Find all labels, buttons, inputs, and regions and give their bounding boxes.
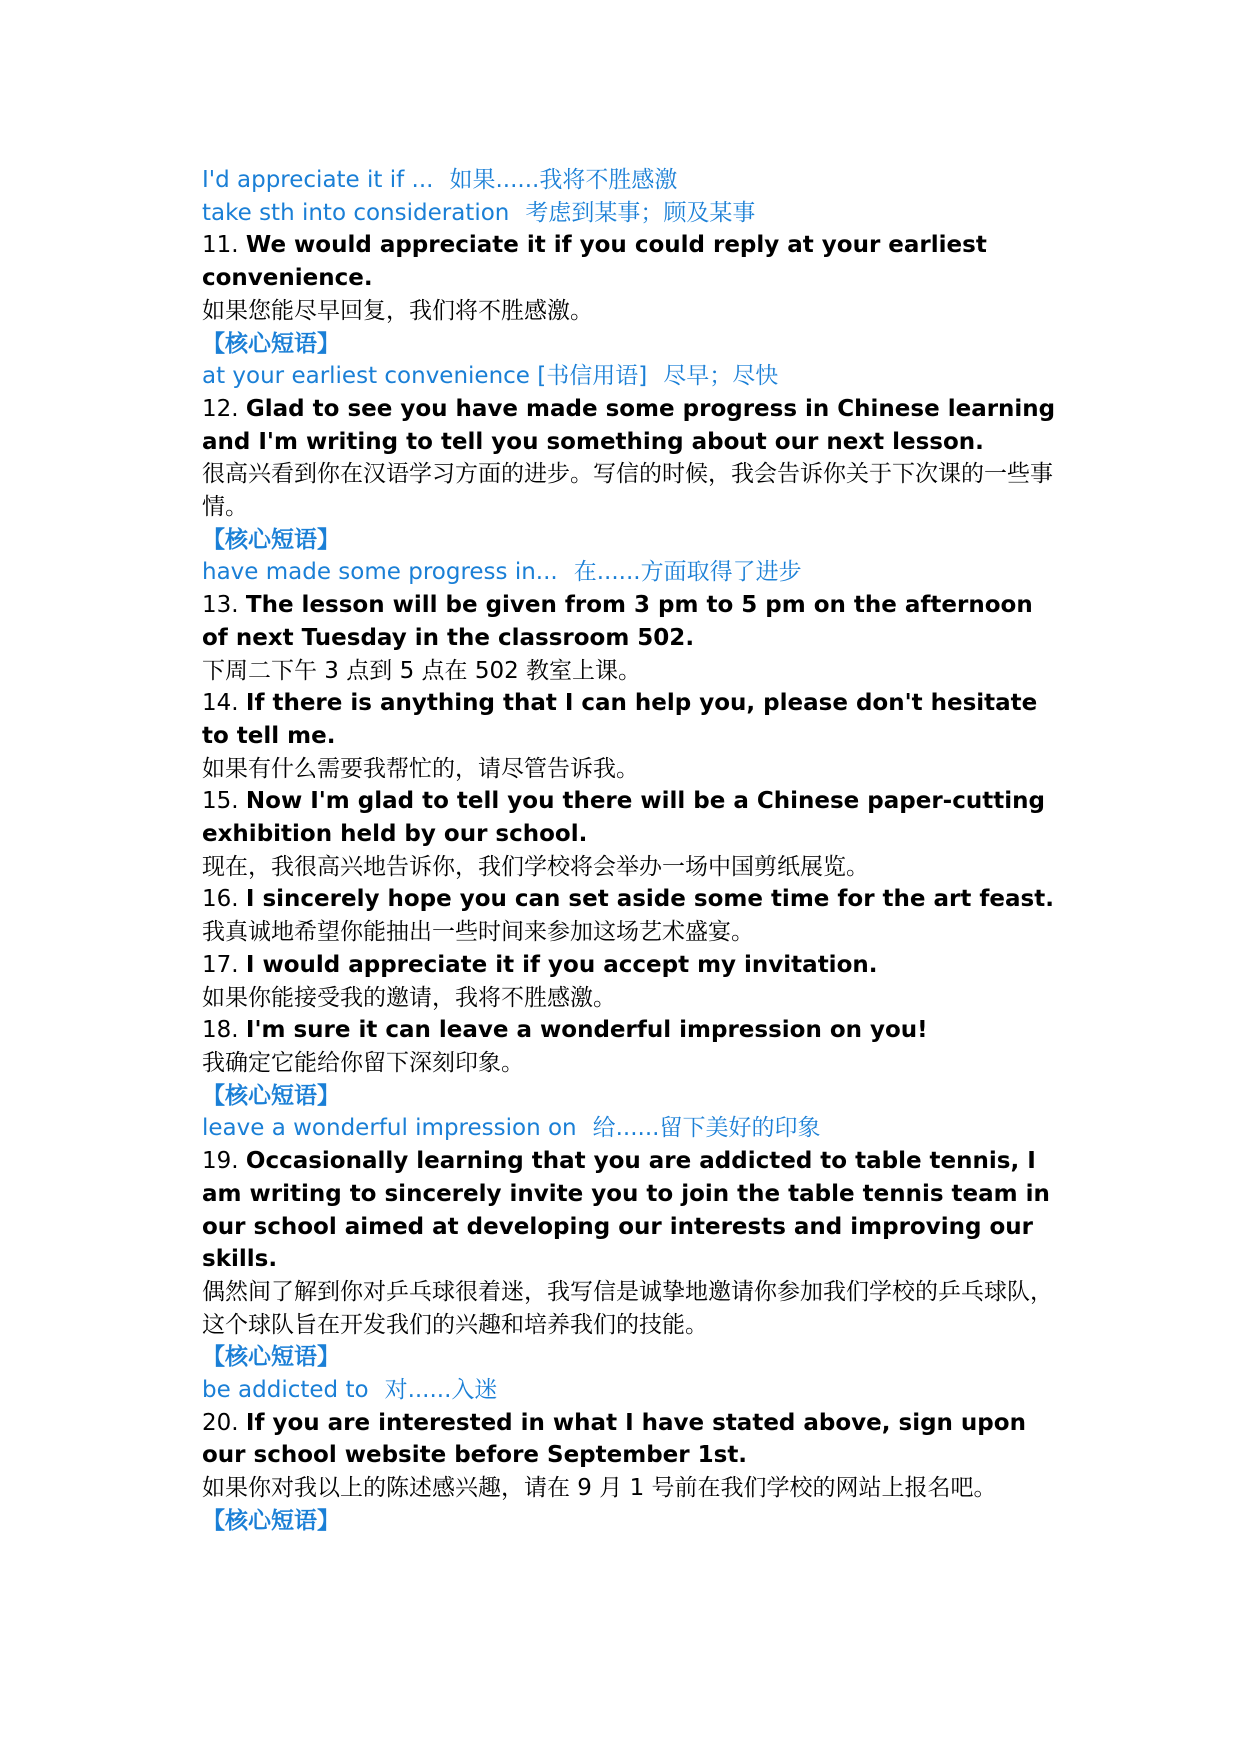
sentence-block — [202, 785, 1062, 883]
sentence-text: I sincerely hope you can set aside some time for the art feast. — [245, 886, 1054, 913]
sentence-block — [202, 949, 1062, 1014]
sentence-block — [202, 229, 1062, 327]
sentence-english — [202, 589, 1062, 654]
sentence-english — [202, 229, 1062, 294]
phrase-line — [202, 1374, 1062, 1407]
sentence-english — [202, 687, 1062, 752]
phrase-line — [202, 197, 1062, 230]
sentence-english — [202, 883, 1062, 916]
phrase-english: take sth into consideration — [202, 199, 510, 226]
sentence-number: 19. — [202, 1148, 239, 1175]
sentence-block — [202, 589, 1062, 687]
phrase-english: at your earliest convenience [书信用语] — [202, 363, 648, 390]
sentence-number: 17. — [202, 951, 239, 978]
phrase-english: have made some progress in... — [202, 559, 558, 586]
sentence-number: 18. — [202, 1017, 239, 1044]
sentence-english — [202, 1145, 1062, 1276]
sentence-block — [202, 687, 1062, 785]
phrase-english: be addicted to — [202, 1377, 369, 1404]
sentence-number: 20. — [202, 1409, 239, 1436]
sentence-english — [202, 785, 1062, 850]
sentence-text: If there is anything that I can help you, please don't hesitate to tell me. — [202, 690, 1038, 749]
sentence-block — [202, 1145, 1062, 1341]
phrase-heading: 【核心短语】 — [202, 1082, 340, 1109]
phrase-chinese: 对......入迷 — [384, 1377, 498, 1404]
sentence-block — [202, 393, 1062, 524]
sentence-chinese: 很高兴看到你在汉语学习方面的进步。写信的时候，我会告诉你关于下次课的一些事情。 — [202, 461, 1053, 521]
sentence-text: I would appreciate it if you accept my invitation. — [245, 951, 878, 978]
sentence-english — [202, 1407, 1062, 1472]
sentence-english — [202, 393, 1062, 458]
sentence-chinese: 如果你能接受我的邀请，我将不胜感激。 — [202, 984, 616, 1011]
sentence-text: We would appreciate it if you could reply at your earliest convenience. — [202, 232, 987, 292]
phrase-line — [202, 1112, 1062, 1145]
phrase-heading: 【核心短语】 — [202, 330, 340, 357]
sentence-english — [202, 949, 1062, 982]
sentence-chinese: 偶然间了解到你对乒乓球很着迷，我写信是诚挚地邀请你参加我们学校的乒乓球队，这个球队旨在开发我们的兴趣和培养我们的技能。 — [202, 1278, 1053, 1338]
document-body — [202, 164, 1062, 1538]
phrase-chinese: 尽早；尽快 — [663, 363, 779, 390]
phrase-heading: 【核心短语】 — [202, 1507, 340, 1534]
sentence-english — [202, 1014, 1062, 1047]
sentence-number: 14. — [202, 690, 239, 717]
sentence-block — [202, 1014, 1062, 1079]
sentence-number: 12. — [202, 395, 239, 422]
sentence-text: I'm sure it can leave a wonderful impression on you! — [245, 1017, 928, 1044]
sentence-chinese: 如果你对我以上的陈述感兴趣，请在 9 月 1 号前在我们学校的网站上报名吧。 — [202, 1475, 997, 1502]
sentence-text: Glad to see you have made some progress in Chinese learning and I'm writing to tell you something about our next lesson. — [202, 395, 1056, 455]
sentence-chinese: 如果有什么需要我帮忙的，请尽管告诉我。 — [202, 755, 639, 782]
sentence-number: 13. — [202, 592, 239, 619]
document-page — [202, 164, 1062, 1538]
phrase-english: I'd appreciate it if ... — [202, 167, 434, 193]
sentence-block — [202, 1407, 1062, 1505]
sentence-text: If you are interested in what I have stated above, sign upon our school website before September 1st. — [202, 1409, 1026, 1469]
phrase-chinese: 给......留下美好的印象 — [592, 1115, 821, 1142]
phrase-chinese: 如果......我将不胜感激 — [449, 167, 678, 193]
sentence-text: Occasionally learning that you are addicted to table tennis, I am writing to sincerely invite you to join the table tennis team in our school aimed at developing our interests and improving our skills. — [202, 1148, 1050, 1273]
sentence-chinese: 现在，我很高兴地告诉你，我们学校将会举办一场中国剪纸展览。 — [202, 853, 869, 880]
phrase-chinese: 考虑到某事；顾及某事 — [525, 199, 756, 226]
phrase-chinese: 在......方面取得了进步 — [573, 559, 802, 586]
phrase-heading: 【核心短语】 — [202, 526, 340, 553]
sentence-text: Now I'm glad to tell you there will be a Chinese paper-cutting exhibition held by our school. — [202, 788, 1045, 848]
sentence-number: 11. — [202, 232, 239, 259]
sentence-chinese: 下周二下午 3 点到 5 点在 502 教室上课。 — [202, 657, 642, 684]
phrase-line — [202, 164, 1062, 197]
sentence-text: The lesson will be given from 3 pm to 5 pm on the afternoon of next Tuesday in the classroom 502. — [202, 592, 1033, 651]
sentence-number: 16. — [202, 886, 239, 913]
phrase-line — [202, 556, 1062, 589]
phrase-heading: 【核心短语】 — [202, 1344, 340, 1371]
sentence-chinese: 如果您能尽早回复，我们将不胜感激。 — [202, 297, 593, 324]
sentence-chinese: 我真诚地希望你能抽出一些时间来参加这场艺术盛宴。 — [202, 919, 754, 946]
sentence-block — [202, 883, 1062, 948]
phrase-english: leave a wonderful impression on — [202, 1115, 577, 1142]
sentence-chinese: 我确定它能给你留下深刻印象。 — [202, 1049, 524, 1076]
sentence-number: 15. — [202, 788, 239, 815]
phrase-line — [202, 360, 1062, 393]
